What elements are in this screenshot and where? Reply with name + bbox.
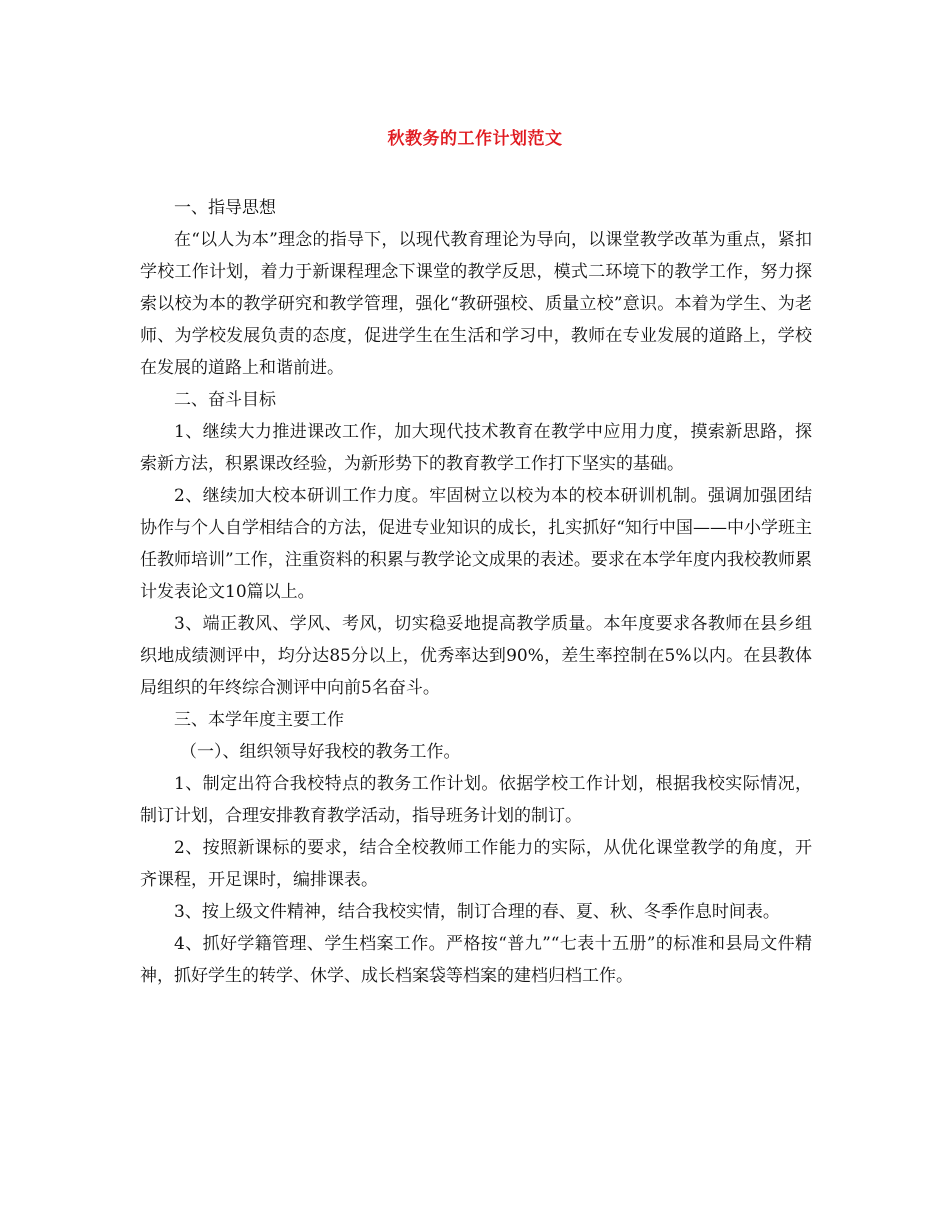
paragraph-guiding-ideology: 在“以人为本”理念的指导下，以现代教育理论为导向，以课堂教学改革为重点，紧扣学校工作计划，着力于新课程理念下课堂的教学反思，模式二环境下的教学工作，努力探索以校为本的教学研究和教学管理，强化“教研强校、质量立校”意识。本着为学生、为老师、为学校发展负责的态度，促进学生在生活和学习中，教师在专业发展的道路上，学校在发展的道路上和谐前进。 (140, 230, 812, 378)
section-heading-main-work: 三、本学年度主要工作 (174, 710, 344, 730)
section-heading-guiding-ideology: 一、指导思想 (174, 198, 276, 218)
paragraph-work-1: 1、制定出符合我校特点的教务工作计划。依据学校工作计划，根据我校实际情况，制订计划，合理安排教育教学活动，指导班务计划的制订。 (140, 774, 812, 826)
paragraph-goal-2: 2、继续加大校本研训工作力度。牢固树立以校为本的校本研训机制。强调加强团结协作与个人自学相结合的方法，促进专业知识的成长，扎实抓好“知行中国——中小学班主任教师培训”工作，注重资料的积累与教学论文成果的表述。要求在本学年度内我校教师累计发表论文10篇以上。 (140, 486, 812, 602)
section-heading-goals: 二、奋斗目标 (174, 390, 276, 410)
document-title: 秋教务的工作计划范文 (387, 129, 563, 149)
paragraph-goal-3: 3、端正教风、学风、考风，切实稳妥地提高教学质量。本年度要求各教师在县乡组织地成绩测评中，均分达85分以上，优秀率达到90%，差生率控制在5%以内。在县教体局组织的年终综合测评中向前5名奋斗。 (140, 614, 812, 698)
paragraph-work-4: 4、抓好学籍管理、学生档案工作。严格按“普九”“七表十五册”的标准和县局文件精神，抓好学生的转学、休学、成长档案袋等档案的建档归档工作。 (140, 934, 812, 986)
paragraph-work-3: 3、按上级文件精神，结合我校实情，制订合理的春、夏、秋、冬季作息时间表。 (174, 902, 780, 922)
paragraph-work-2: 2、按照新课标的要求，结合全校教师工作能力的实际，从优化课堂教学的角度，开齐课程，开足课时，编排课表。 (140, 838, 812, 890)
subsection-heading-organize: （一）、组织领导好我校的教务工作。 (180, 742, 461, 762)
document-body (140, 192, 812, 992)
paragraph-goal-1: 1、继续大力推进课改工作，加大现代技术教育在教学中应用力度，摸索新思路，探索新方法，积累课改经验，为新形势下的教育教学工作打下坚实的基础。 (140, 422, 812, 474)
